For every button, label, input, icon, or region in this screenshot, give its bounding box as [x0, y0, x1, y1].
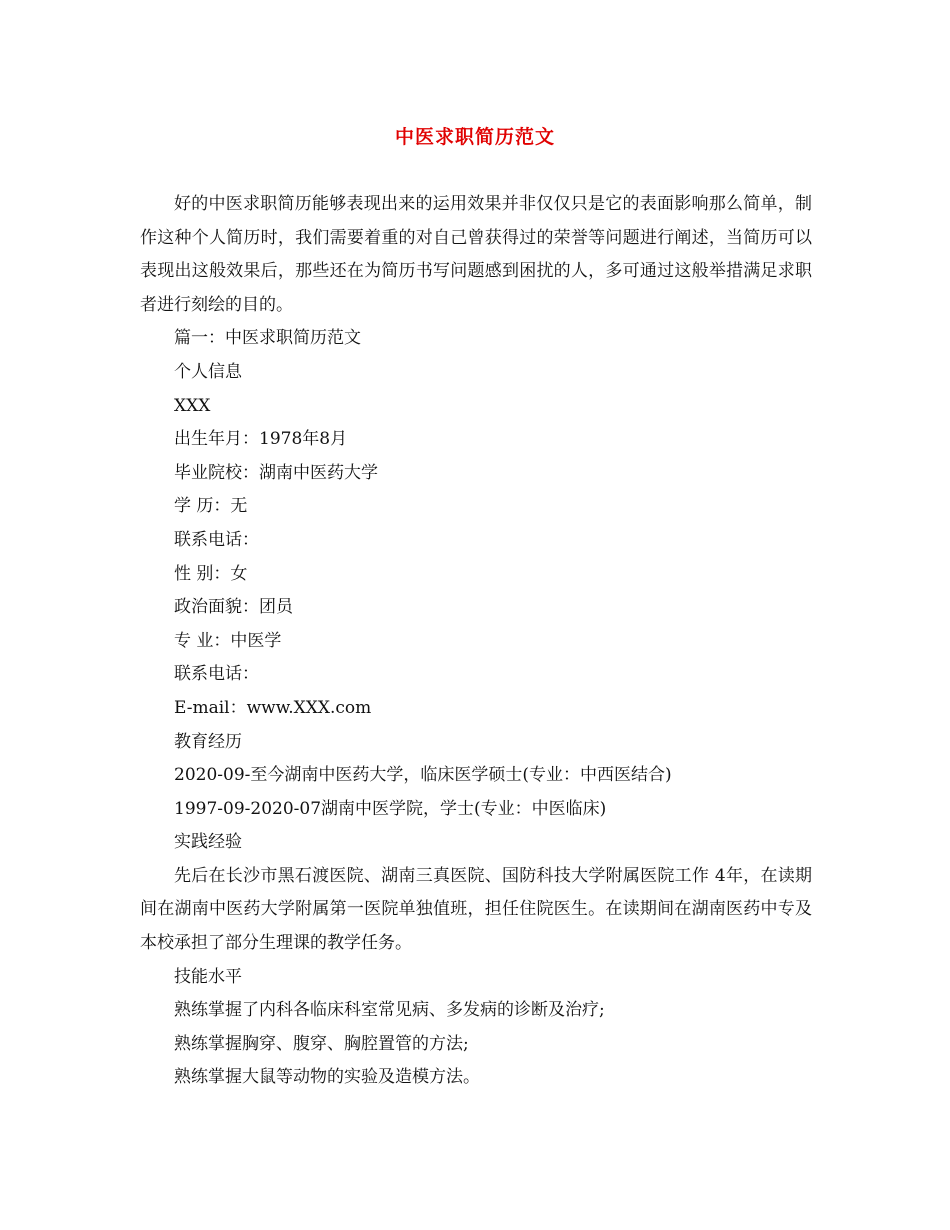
- gender-line: 性 别：女: [174, 563, 248, 584]
- political-status-line: 政治面貌：团员: [174, 597, 293, 618]
- skills-heading: 技能水平: [174, 966, 242, 987]
- practice-heading: 实践经验: [174, 832, 242, 853]
- intro-paragraph: 好的中医求职简历能够表现出来的运用效果并非仅仅只是它的表面影响那么简单，制作这种个人简历时，我们需要着重的对自己曾获得过的荣誉等问题进行阐述，当简历可以表现出这般效果后，那些还在为简历书写问题感到困扰的人，多可通过这般举措满足求职者进行刻绘的目的。: [140, 194, 812, 315]
- phone-line-2: 联系电话：: [174, 664, 259, 685]
- personal-info-heading: 个人信息: [174, 361, 242, 382]
- education-heading: 教育经历: [174, 731, 242, 752]
- phone-line: 联系电话：: [174, 529, 259, 550]
- skill-item: 熟练掌握了内科各临床科室常见病、多发病的诊断及治疗;: [174, 1000, 605, 1021]
- skill-item: 熟练掌握胸穿、腹穿、胸腔置管的方法;: [174, 1033, 469, 1054]
- practice-paragraph: 先后在长沙市黑石渡医院、湖南三真医院、国防科技大学附属医院工作 4年，在读期间在湖南中医药大学附属第一医院单独值班，担任住院医生。在读期间在湖南医药中专及本校承担了部分生理课的教学任务。: [140, 865, 812, 954]
- school-line: 毕业院校：湖南中医药大学: [174, 462, 378, 483]
- section-title-line: 篇一：中医求职简历范文: [174, 328, 361, 349]
- document-title: 中医求职简历范文: [394, 126, 555, 148]
- education-item: 2020-09-至今湖南中医药大学，临床医学硕士(专业：中西医结合): [174, 765, 672, 786]
- major-line: 专 业：中医学: [174, 630, 282, 651]
- name-line: XXX: [174, 395, 211, 416]
- document-body: [140, 188, 812, 1095]
- education-item: 1997-09-2020-07湖南中医学院，学士(专业：中医临床): [174, 798, 607, 819]
- email-line: E-mail：www.XXX.com: [174, 697, 372, 718]
- skill-item: 熟练掌握大鼠等动物的实验及造模方法。: [174, 1067, 480, 1088]
- birth-date-line: 出生年月：1978年8月: [174, 429, 348, 450]
- degree-line: 学 历：无: [174, 496, 248, 517]
